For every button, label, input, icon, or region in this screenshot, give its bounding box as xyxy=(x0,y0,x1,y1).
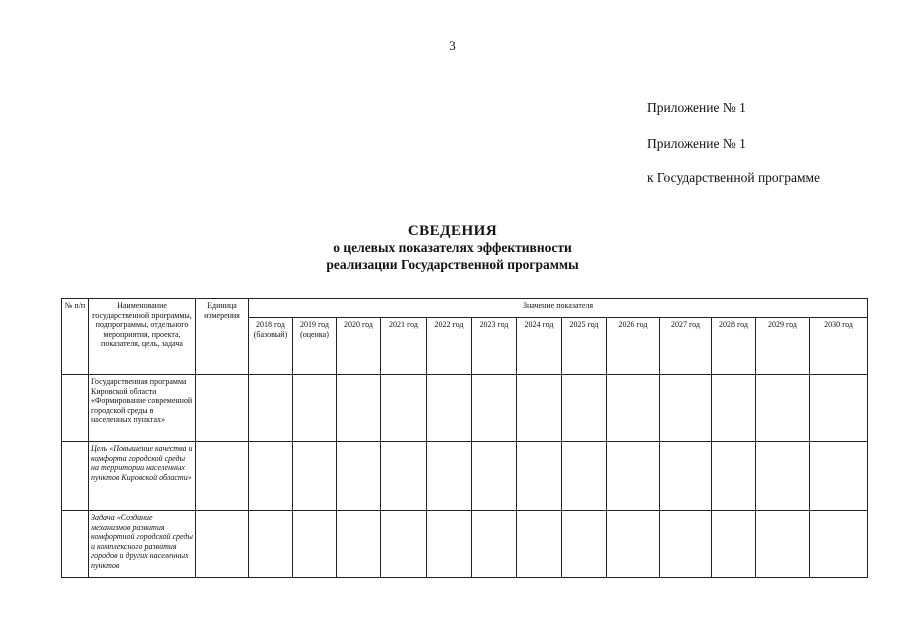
value-cell xyxy=(712,442,756,511)
header-year: 2023 год xyxy=(472,318,517,375)
row-unit xyxy=(196,375,249,442)
value-cell xyxy=(517,511,562,578)
row-unit xyxy=(196,511,249,578)
header-year: 2021 год xyxy=(381,318,427,375)
value-cell xyxy=(293,511,337,578)
value-cell xyxy=(427,442,472,511)
value-cell xyxy=(337,442,381,511)
document-subtitle-2: реализации Государственной программы xyxy=(326,257,579,272)
value-cell xyxy=(381,375,427,442)
value-cell xyxy=(472,511,517,578)
document-subtitle: о целевых показателях эффективности xyxy=(333,240,572,255)
value-cell xyxy=(293,375,337,442)
value-cell xyxy=(660,511,712,578)
value-cell xyxy=(517,375,562,442)
value-cell xyxy=(756,442,810,511)
annex-label: Приложение № 1 xyxy=(647,100,746,115)
header-name: Наименование государственной программы, подпрограммы, отдельного мероприятия, проекта, показателя, цель, задача xyxy=(89,299,196,375)
value-cell xyxy=(660,442,712,511)
header-year: 2020 год xyxy=(337,318,381,375)
value-cell xyxy=(607,511,660,578)
header-year: 2025 год xyxy=(562,318,607,375)
value-cell xyxy=(293,442,337,511)
header-values-group: Значение показателя xyxy=(249,299,868,318)
row-name: Государственная программа Кировской области «Формирование современной городской среды в населенных пунктах» xyxy=(89,375,196,442)
value-cell xyxy=(337,375,381,442)
value-cell xyxy=(756,511,810,578)
header-number: № п/п xyxy=(62,299,89,375)
indicators-table xyxy=(61,298,868,578)
header-year: 2029 год xyxy=(756,318,810,375)
value-cell xyxy=(337,511,381,578)
header-unit: Единица измерения xyxy=(196,299,249,375)
value-cell xyxy=(381,442,427,511)
value-cell xyxy=(810,375,868,442)
row-name: Задача «Создание механизмов развития комфортной городской среды и комплексного развития городов и других населенных пунктов xyxy=(89,511,196,578)
header-year: 2028 год xyxy=(712,318,756,375)
row-number xyxy=(62,375,89,442)
value-cell xyxy=(427,511,472,578)
header-year: 2018 год (базовый) xyxy=(249,318,293,375)
value-cell xyxy=(427,375,472,442)
value-cell xyxy=(607,375,660,442)
value-cell xyxy=(810,511,868,578)
row-unit xyxy=(196,442,249,511)
value-cell xyxy=(562,375,607,442)
header-year: 2022 год xyxy=(427,318,472,375)
header-year: 2019 год (оценка) xyxy=(293,318,337,375)
value-cell xyxy=(756,375,810,442)
page-number: 3 xyxy=(449,38,456,53)
value-cell xyxy=(249,511,293,578)
value-cell xyxy=(607,442,660,511)
header-year: 2026 год xyxy=(607,318,660,375)
row-number xyxy=(62,442,89,511)
header-year: 2030 год xyxy=(810,318,868,375)
table-row xyxy=(62,375,868,442)
header-year: 2027 год xyxy=(660,318,712,375)
annex-program-reference: к Государственной программе xyxy=(647,170,821,185)
value-cell xyxy=(810,442,868,511)
value-cell xyxy=(249,442,293,511)
header-row xyxy=(62,299,868,318)
value-cell xyxy=(381,511,427,578)
value-cell xyxy=(660,375,712,442)
value-cell xyxy=(562,442,607,511)
value-cell xyxy=(472,442,517,511)
value-cell xyxy=(562,511,607,578)
value-cell xyxy=(472,375,517,442)
row-name: Цель «Повышение качества и комфорта городской среды на территории населенных пунктов Кировской области» xyxy=(89,442,196,511)
table-row xyxy=(62,442,868,511)
row-number xyxy=(62,511,89,578)
value-cell xyxy=(712,375,756,442)
header-year: 2024 год xyxy=(517,318,562,375)
value-cell xyxy=(249,375,293,442)
document-title: СВЕДЕНИЯ xyxy=(407,223,498,239)
value-cell xyxy=(517,442,562,511)
table-row xyxy=(62,511,868,578)
annex-label-repeat: Приложение № 1 xyxy=(647,136,746,151)
value-cell xyxy=(712,511,756,578)
